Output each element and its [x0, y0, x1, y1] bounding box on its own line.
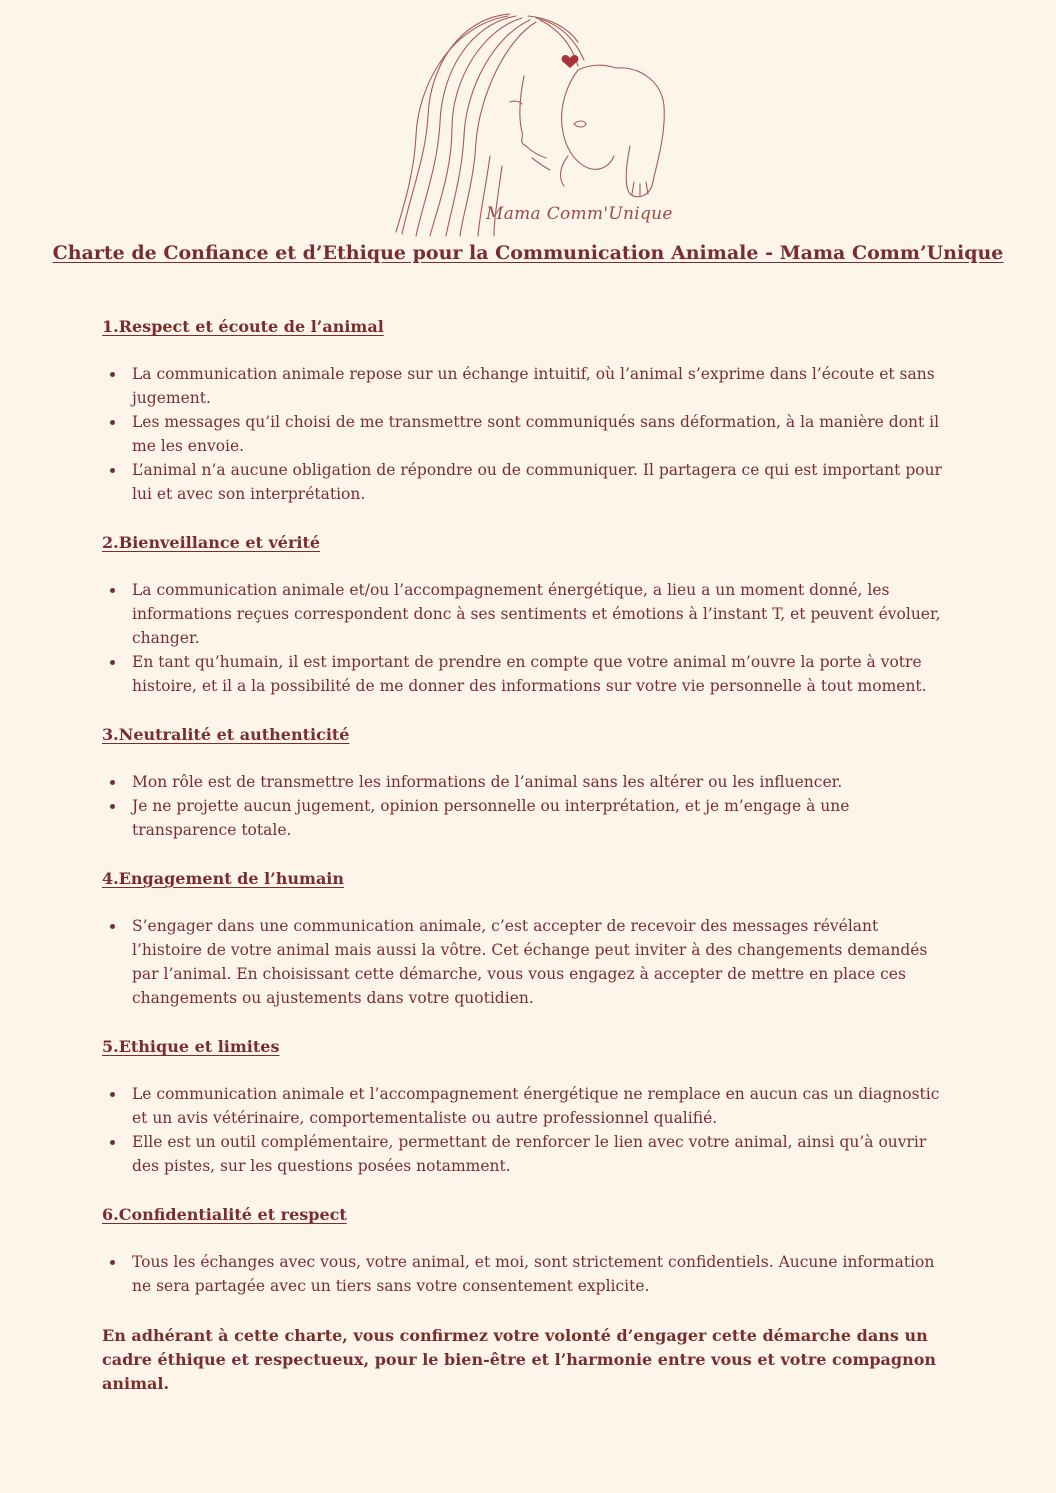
list-item-text: La communication animale et/ou l’accompagnement énergétique, a lieu a un moment donné, les informations reçues correspondent donc à ses sentiments et émotions à l’instant T, et peuvent évoluer, changer. [132, 581, 941, 647]
bullet-icon [110, 372, 115, 377]
list-item-text: Je ne projette aucun jugement, opinion personnelle ou interprétation, et je m’engage à une transparence totale. [132, 797, 850, 839]
list-item-text: La communication animale repose sur un échange intuitif, où l’animal s’exprime dans l’écoute et sans jugement. [132, 365, 935, 407]
bullet-icon [110, 1140, 115, 1145]
list-item-text: Le communication animale et l’accompagnement énergétique ne remplace en aucun cas un diagnostic et un avis vétérinaire, comportementaliste ou autre professionnel qualifié. [132, 1085, 940, 1127]
section-heading-4: 4.Engagement de l’humain [102, 869, 345, 888]
list-item [132, 578, 952, 650]
section-list-2 [102, 578, 952, 698]
bullet-icon [110, 420, 115, 425]
document-title: Charte de Confiance et d’Ethique pour la Communication Animale - Mama Comm’Unique [52, 242, 1004, 264]
list-item-text: L’animal n’a aucune obligation de répondre ou de communiquer. Il partagera ce qui est important pour lui et avec son interprétation. [132, 461, 942, 503]
section-list-1 [102, 362, 952, 506]
section-heading-2: 2.Bienveillance et vérité [102, 533, 321, 552]
list-item [132, 1082, 952, 1130]
bullet-icon [110, 1260, 115, 1265]
list-item [132, 1250, 952, 1298]
list-item [132, 458, 952, 506]
bullet-icon [110, 924, 115, 929]
section-heading-5: 5.Ethique et limites [102, 1037, 280, 1056]
list-item-text: Tous les échanges avec vous, votre animal, et moi, sont strictement confidentiels. Aucune information ne sera partagée avec un tiers sans votre consentement explicite. [132, 1253, 935, 1295]
logo-text: Mama Comm'Unique [486, 204, 673, 224]
section-list-6 [102, 1250, 952, 1298]
bullet-icon [110, 1092, 115, 1097]
bullet-icon [110, 780, 115, 785]
section-list-5 [102, 1082, 952, 1178]
list-item-text: Mon rôle est de transmettre les informations de l’animal sans les altérer ou les influencer. [132, 773, 843, 791]
list-item-text: Elle est un outil complémentaire, permettant de renforcer le lien avec votre animal, ainsi qu’à ouvrir des pistes, sur les questions posées notamment. [132, 1133, 927, 1175]
list-item [132, 794, 952, 842]
list-item [132, 362, 952, 410]
section-heading-6: 6.Confidentialité et respect [102, 1205, 347, 1224]
list-item-text: En tant qu’humain, il est important de prendre en compte que votre animal m’ouvre la porte à votre histoire, et il a la possibilité de me donner des informations sur votre vie personnelle à tout moment. [132, 653, 927, 695]
bullet-icon [110, 660, 115, 665]
brand-logo [390, 6, 680, 240]
bullet-icon [110, 804, 115, 809]
section-heading-3: 3.Neutralité et authenticité [102, 725, 350, 744]
list-item [132, 650, 952, 698]
list-item-text: S’engager dans une communication animale, c’est accepter de recevoir des messages révélant l’histoire de votre animal mais aussi la vôtre. Cet échange peut inviter à des changements demandés par l’animal. En choisissant cette démarche, vous vous engagez à accepter de mettre en place ces changements ou ajustements dans votre quotidien. [132, 917, 928, 1007]
bullet-icon [110, 468, 115, 473]
section-list-3 [102, 770, 952, 842]
charter-content [102, 316, 952, 1396]
section-heading-1: 1.Respect et écoute de l’animal [102, 317, 384, 336]
list-item [132, 914, 952, 1010]
list-item [132, 1130, 952, 1178]
list-item-text: Les messages qu’il choisi de me transmettre sont communiqués sans déformation, à la manière dont il me les envoie. [132, 413, 940, 455]
list-item [132, 770, 952, 794]
bullet-icon [110, 588, 115, 593]
list-item [132, 410, 952, 458]
section-list-4 [102, 914, 952, 1010]
closing-statement: En adhérant à cette charte, vous confirmez votre volonté d’engager cette démarche dans un cadre éthique et respectueux, pour le bien-être et l’harmonie entre vous et votre compagnon animal. [102, 1326, 937, 1393]
